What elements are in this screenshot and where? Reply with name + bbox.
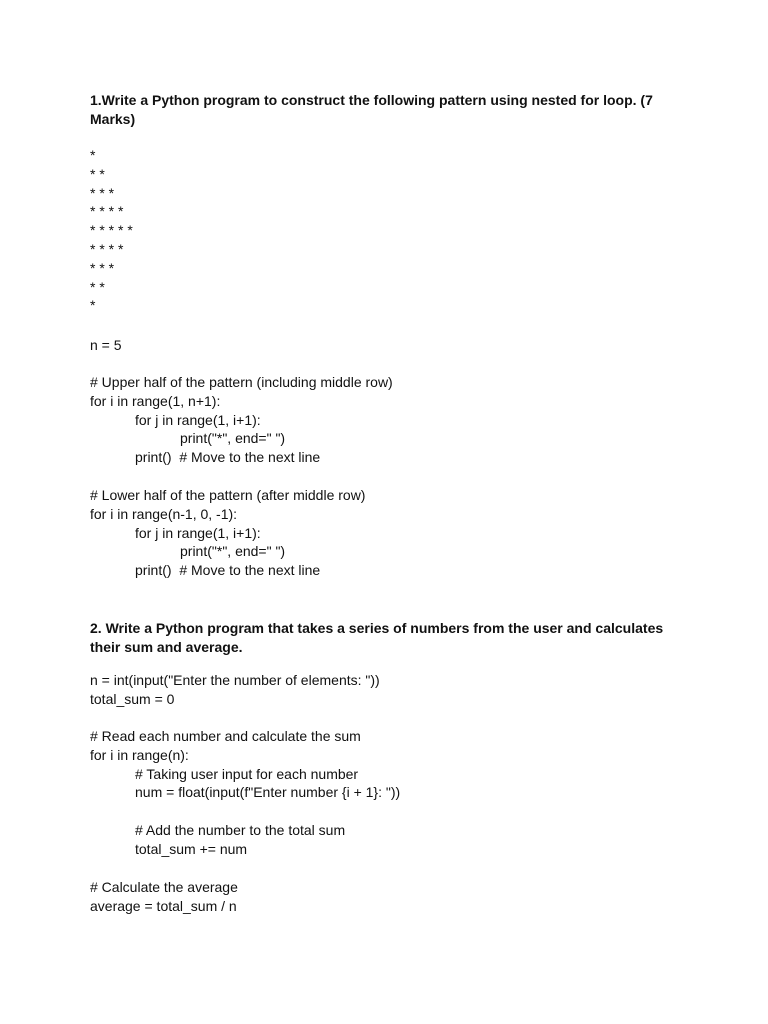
code-line: # Calculate the average xyxy=(90,879,238,895)
code-line: for i in range(n-1, 0, -1): xyxy=(90,505,238,522)
pattern-row: * * * xyxy=(90,259,115,276)
code-line: # Upper half of the pattern (including middle row) xyxy=(90,374,393,390)
code-line: for j in range(1, i+1): xyxy=(135,524,261,541)
code-line: total_sum += num xyxy=(135,840,248,857)
pattern-row: * * xyxy=(90,165,105,182)
code-line: # Taking user input for each number xyxy=(135,765,359,782)
code-line: # Lower half of the pattern (after middle row) xyxy=(90,487,366,503)
code-line: average = total_sum / n xyxy=(90,897,237,914)
code-line: print("*", end=" ") xyxy=(180,543,286,560)
code-line: n = 5 xyxy=(90,337,122,353)
input-code xyxy=(90,671,380,709)
question-1-heading: 1.Write a Python program to construct the following pattern using nested for loop. (7 Marks) xyxy=(90,92,653,127)
pattern-row: * * * xyxy=(90,184,115,201)
code-line: # Add the number to the total sum xyxy=(135,822,346,838)
code-line: for i in range(n): xyxy=(90,746,189,763)
code-line: print() # Move to the next line xyxy=(135,449,321,466)
pattern-row: * xyxy=(90,147,96,163)
average-code xyxy=(90,878,238,916)
document-page xyxy=(90,0,690,1024)
code-line: num = float(input(f"Enter number {i + 1}: ")) xyxy=(135,784,401,801)
pattern-row: * * * * xyxy=(90,203,124,220)
code-line: n = int(input("Enter the number of elements: ")) xyxy=(90,672,380,688)
upper-half-code xyxy=(90,373,393,467)
code-intro xyxy=(90,336,122,355)
lower-half-code xyxy=(90,486,365,580)
sum-loop-code xyxy=(90,727,400,802)
star-pattern xyxy=(90,146,133,315)
code-line: for i in range(1, n+1): xyxy=(90,392,221,409)
code-line: print() # Move to the next line xyxy=(135,562,321,579)
question-2-heading: 2. Write a Python program that takes a series of numbers from the user and calculates their sum and average. xyxy=(90,620,664,655)
code-line: print("*", end=" ") xyxy=(180,430,286,447)
code-line: total_sum = 0 xyxy=(90,690,175,707)
pattern-row: * * * * * xyxy=(90,222,133,239)
pattern-row: * * * * xyxy=(90,240,124,257)
pattern-row: * xyxy=(90,297,96,314)
code-line: for j in range(1, i+1): xyxy=(135,411,261,428)
add-total-code xyxy=(90,821,345,859)
pattern-row: * * xyxy=(90,278,105,295)
code-line: # Read each number and calculate the sum xyxy=(90,728,361,744)
